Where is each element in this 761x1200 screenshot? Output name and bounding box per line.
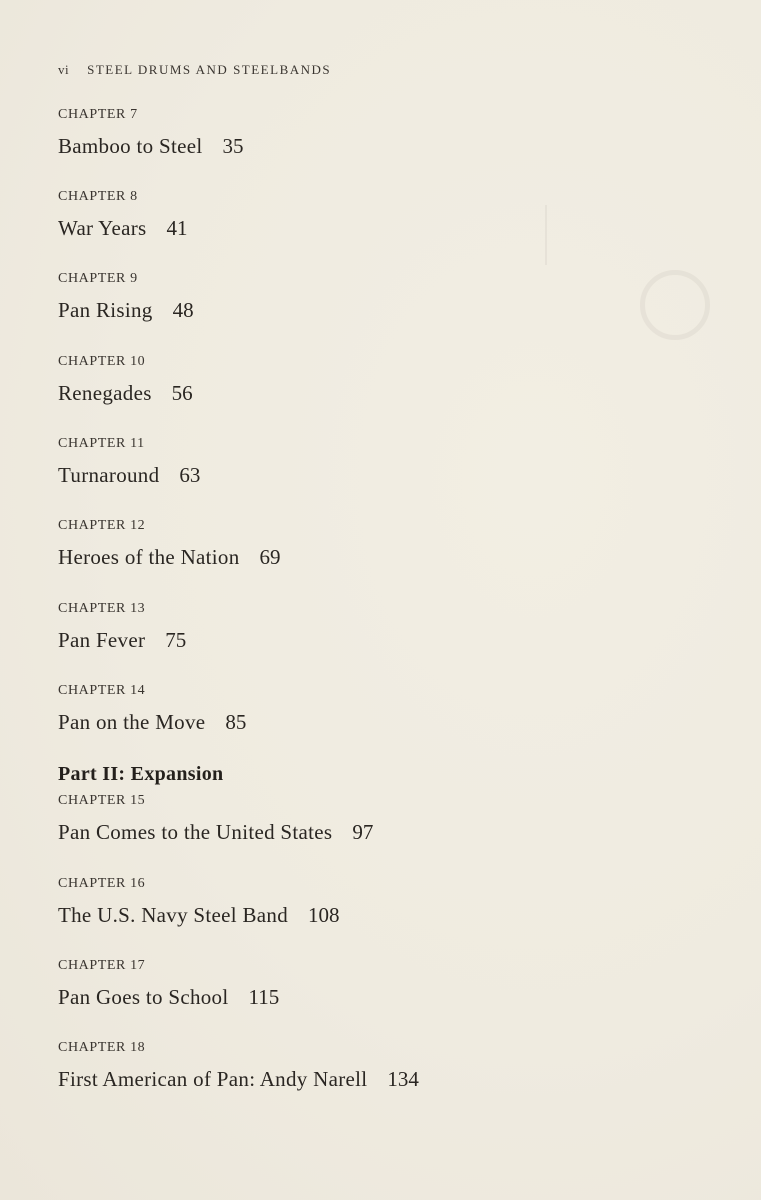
- running-head-title: STEEL DRUMS AND STEELBANDS: [87, 62, 332, 77]
- chapter-page-number: 35: [222, 134, 244, 158]
- toc-entry[interactable]: [58, 683, 246, 735]
- chapter-line: [58, 545, 281, 570]
- chapter-label: CHAPTER 15: [58, 793, 146, 808]
- chapter-label: CHAPTER 16: [58, 876, 146, 891]
- chapter-title: Renegades: [58, 381, 152, 405]
- show-through-mark: [640, 270, 710, 340]
- chapter-title: Pan Goes to School: [58, 985, 229, 1009]
- chapter-title: Pan on the Move: [58, 710, 206, 734]
- chapter-line: [58, 710, 246, 735]
- chapter-title: The U.S. Navy Steel Band: [58, 903, 288, 927]
- chapter-line: [58, 820, 373, 845]
- chapter-line: [58, 903, 340, 928]
- toc-entry[interactable]: [58, 354, 193, 406]
- toc-entry[interactable]: [58, 876, 340, 928]
- chapter-line: [58, 298, 194, 323]
- chapter-title: Pan Comes to the United States: [58, 820, 333, 844]
- chapter-label: CHAPTER 10: [58, 354, 146, 369]
- chapter-page-number: 41: [166, 216, 188, 240]
- toc-entry[interactable]: [58, 601, 186, 653]
- toc-entry[interactable]: [58, 189, 188, 241]
- chapter-title: Bamboo to Steel: [58, 134, 203, 158]
- chapter-page-number: 69: [259, 545, 281, 569]
- chapter-page-number: 75: [165, 628, 187, 652]
- page-number: vi: [58, 62, 70, 77]
- chapter-label: CHAPTER 12: [58, 518, 146, 533]
- chapter-title: Turnaround: [58, 463, 160, 487]
- chapter-page-number: 48: [172, 298, 194, 322]
- chapter-title: Pan Fever: [58, 628, 146, 652]
- chapter-label: CHAPTER 7: [58, 107, 138, 122]
- chapter-label: CHAPTER 18: [58, 1040, 146, 1055]
- show-through-rule: [545, 205, 547, 265]
- running-head: [58, 62, 331, 78]
- chapter-title: War Years: [58, 216, 147, 240]
- chapter-label: CHAPTER 8: [58, 189, 138, 204]
- chapter-line: [58, 1067, 419, 1092]
- chapter-line: [58, 134, 244, 159]
- chapter-line: [58, 463, 200, 488]
- chapter-title: Heroes of the Nation: [58, 545, 240, 569]
- chapter-label: CHAPTER 11: [58, 436, 145, 451]
- toc-entry[interactable]: [58, 271, 194, 323]
- chapter-line: [58, 216, 188, 241]
- chapter-page-number: 97: [352, 820, 374, 844]
- toc-entry[interactable]: [58, 958, 279, 1010]
- toc-entry[interactable]: [58, 436, 200, 488]
- chapter-page-number: 85: [225, 710, 247, 734]
- chapter-line: [58, 985, 279, 1010]
- chapter-label: CHAPTER 9: [58, 271, 138, 286]
- chapter-page-number: 56: [171, 381, 193, 405]
- chapter-label: CHAPTER 14: [58, 683, 146, 698]
- chapter-page-number: 63: [179, 463, 201, 487]
- toc-entry[interactable]: [58, 518, 281, 570]
- chapter-title: First American of Pan: Andy Narell: [58, 1067, 368, 1091]
- toc-entry[interactable]: [58, 107, 244, 159]
- toc-entry[interactable]: [58, 793, 373, 845]
- chapter-line: [58, 628, 186, 653]
- chapter-page-number: 115: [248, 985, 280, 1009]
- chapter-title: Pan Rising: [58, 298, 153, 322]
- chapter-label: CHAPTER 17: [58, 958, 146, 973]
- chapter-page-number: 134: [387, 1067, 419, 1091]
- chapter-page-number: 108: [308, 903, 340, 927]
- part-heading: Part II: Expansion: [58, 763, 224, 785]
- toc-entry[interactable]: [58, 1040, 419, 1092]
- chapter-label: CHAPTER 13: [58, 601, 146, 616]
- chapter-line: [58, 381, 193, 406]
